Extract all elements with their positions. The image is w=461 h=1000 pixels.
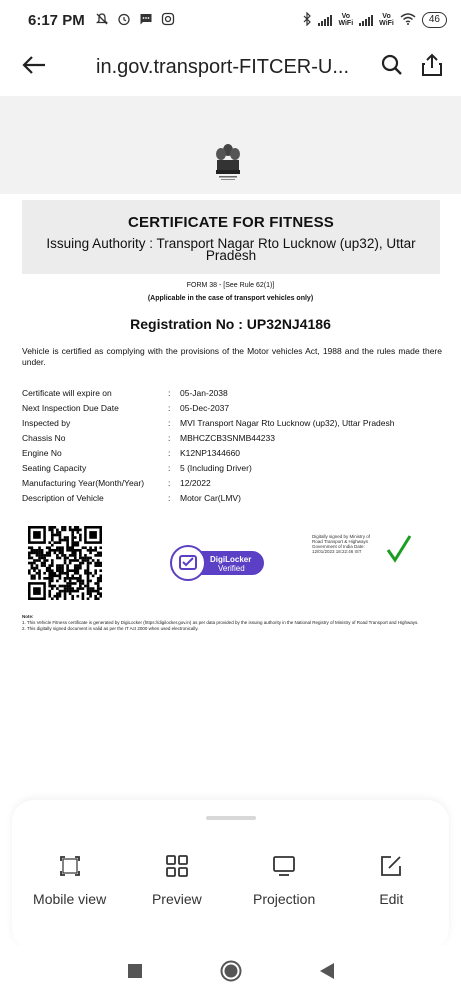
detail-value: MBHCZCB3SNMB44233 [180,432,275,443]
detail-label: Certificate will expire on [22,387,112,398]
detail-colon: : [168,447,171,458]
app-actions [379,54,445,80]
notes-title: Note: [22,614,34,619]
detail-colon: : [168,492,171,503]
search-button[interactable] [379,54,405,80]
mobile-view-button[interactable] [20,854,120,907]
projection-monitor-icon [272,854,296,883]
detail-colon: : [168,417,171,428]
detail-label: Manufacturing Year(Month/Year) [22,477,145,488]
view-options-sheet [12,800,449,950]
detail-row [22,385,442,400]
instagram-icon [161,12,175,29]
back-nav-button[interactable] [314,960,340,986]
sheet-drag-handle[interactable] [206,816,256,820]
detail-row [22,400,442,415]
sheet-actions [12,854,449,907]
digilocker-label: DigiLocker [210,555,252,564]
detail-value: MVI Transport Nagar Rto Lucknow (up32), Uttar Pradesh [180,417,395,428]
applicable-note: (Applicable in the case of transport vehicles only) [147,295,314,302]
recents-button[interactable] [122,960,148,986]
note-item: 2. This digitally signed document is valid as per the IT Act 2000 when used electronically. [22,626,199,631]
edit-label: Edit [379,891,404,907]
digital-signature [312,534,412,572]
detail-value: 05-Jan-2038 [180,387,228,398]
detail-value: 12/2022 [180,477,211,488]
detail-row [22,430,442,445]
note-item: 1. This Vehicle Fitness certificate is generated by DigiLocker (https://digilocker.gov.in) as per data provided by the issuing authority in the National Registry of Ministry of Road Transport and Highways. [22,620,419,625]
detail-value: 5 (Including Driver) [180,462,252,473]
detail-value: 05-Dec-2037 [180,402,230,413]
status-time: 6:17 PM [28,11,85,29]
mobile-view-label: Mobile view [33,891,107,907]
detail-label: Seating Capacity [22,462,87,473]
digilocker-verified-badge [170,545,266,581]
digilocker-verified-label: Verified [218,564,245,573]
detail-row [22,460,442,475]
preview-label: Preview [151,891,202,907]
detail-colon: : [168,477,171,488]
detail-row [22,475,442,490]
detail-row [22,415,442,430]
wifi-icon [400,13,416,28]
battery-icon: 46 [422,12,447,28]
detail-value: Motor Car(LMV) [180,492,241,503]
alarm-icon [117,12,131,29]
detail-colon: : [168,387,171,398]
search-icon [380,53,404,82]
detail-label: Chassis No [22,432,66,443]
edit-icon [379,854,403,883]
app-bar [0,40,461,94]
edit-button[interactable] [341,854,441,907]
detail-label: Next Inspection Due Date [22,402,119,413]
share-icon [421,53,443,82]
home-circle-icon [220,960,242,987]
detail-label: Description of Vehicle [22,492,104,503]
signature-text: Digitally signed by Ministry of Road Transport & Highways Government of India Date: 12/01/2023 18:22:46 IST [312,534,371,554]
status-bar [0,0,461,40]
message-icon [139,12,153,29]
back-button[interactable] [16,49,52,85]
projection-button[interactable] [234,854,334,907]
home-button[interactable] [218,960,244,986]
issuing-authority: Issuing Authority : Transport Nagar Rto Lucknow (up32), Uttar Pradesh [46,236,416,263]
document-page [0,194,461,854]
share-button[interactable] [419,54,445,80]
bluetooth-icon [302,12,312,29]
back-arrow-icon [21,55,47,80]
checkmark-icon [386,534,412,564]
form-reference: FORM 38 - [See Rule 62(1)] [186,282,275,289]
detail-row [22,445,442,460]
detail-colon: : [168,402,171,413]
national-emblem-icon [213,140,243,188]
document-title: in.gov.transport-FITCER-U... [96,55,350,78]
preview-button[interactable] [127,854,227,907]
detail-value: K12NP1344660 [180,447,241,458]
qr-code [28,526,102,600]
status-icons-right [302,12,447,29]
projection-label: Projection [252,891,316,907]
notes [22,614,442,632]
back-triangle-icon [320,963,334,984]
certificate-title: CERTIFICATE FOR FITNESS [128,214,334,231]
vowifi-icon: Vo WiFi [379,13,394,27]
detail-label: Engine No [22,447,62,458]
detail-label: Inspected by [22,417,71,428]
signal-icon [318,14,332,26]
detail-row [22,490,442,505]
system-nav-bar [0,946,461,1000]
certification-statement: Vehicle is certified as complying with the provisions of the Motor vehicles Act, 1988 and the rules made there under. [22,346,442,367]
mobile-view-icon [58,854,82,883]
status-icons-left [95,12,175,29]
certificate-header [22,200,440,274]
registration-number: Registration No : UP32NJ4186 [130,316,331,332]
detail-colon: : [168,462,171,473]
recents-square-icon [128,964,142,983]
signal-icon [359,14,373,26]
vehicle-details [22,385,442,505]
detail-colon: : [168,432,171,443]
vowifi-icon: Vo WiFi [338,13,354,27]
mute-icon [95,12,109,29]
preview-grid-icon [165,854,189,883]
